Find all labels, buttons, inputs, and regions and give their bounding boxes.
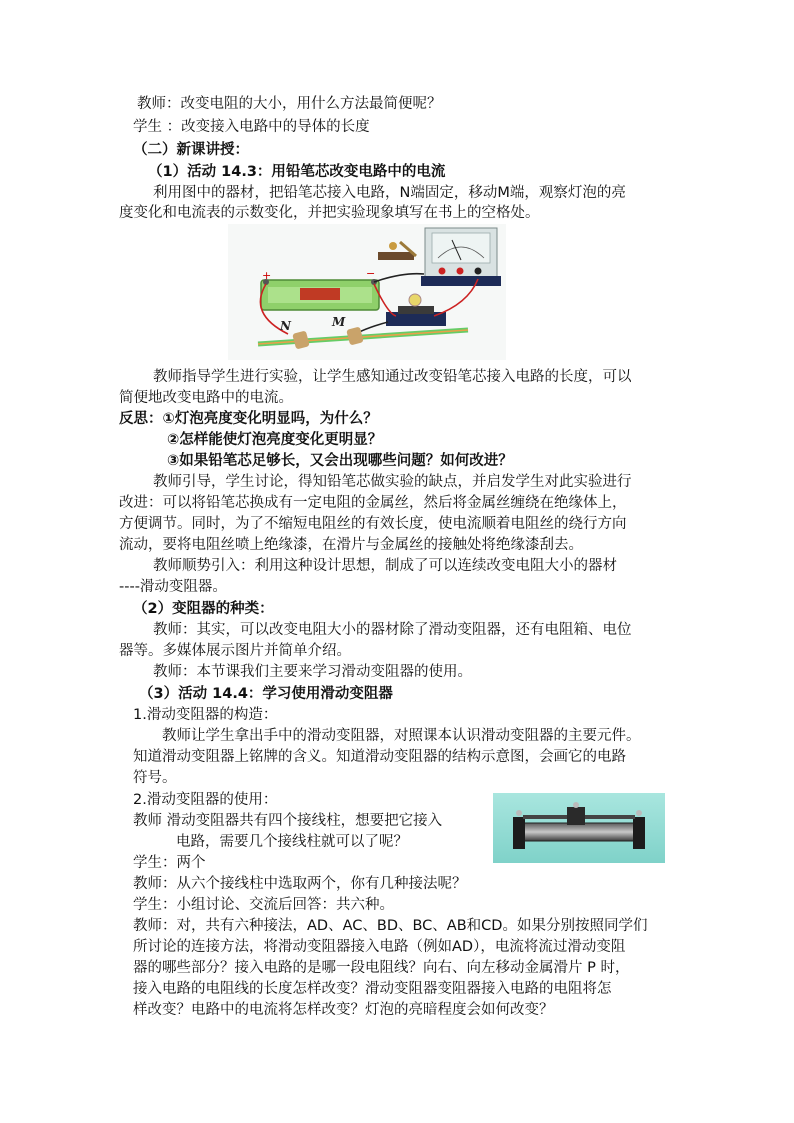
battery-plus: + bbox=[262, 269, 272, 282]
text-line: 学生：小组讨论、交流后回答：共六种。 bbox=[133, 897, 394, 913]
text-line: 所讨论的连接方法，将滑动变阻器接入电路（例如AD），电流将流过滑动变阻 bbox=[133, 939, 626, 955]
text-line: 1.滑动变阻器的构造： bbox=[133, 707, 278, 723]
text-line: 方便调节。同时，为了不缩短电阻丝的有效长度，使电流顺着电阻丝的绕行方向 bbox=[119, 516, 627, 532]
text-line: 电路，需要几个接线柱就可以了呢？ bbox=[176, 834, 408, 850]
text-line: 2.滑动变阻器的使用： bbox=[133, 792, 278, 808]
circuit-experiment-image bbox=[228, 224, 506, 360]
text-line: 教师让学生拿出手中的滑动变阻器，对照课本认识滑动变阻器的主要元件。 bbox=[162, 728, 641, 744]
text-line: 改进：可以将铅笔芯换成有一定电阻的金属丝，然后将金属丝缠绕在绝缘体上， bbox=[119, 495, 627, 511]
text-line: 教师顺势引入：利用这种设计思想，制成了可以连续改变电阻大小的器材 bbox=[153, 558, 617, 574]
text-line: 教师指导学生进行实验，让学生感知通过改变铅笔芯接入电路的长度，可以 bbox=[153, 369, 632, 385]
text-line: 度变化和电流表的示数变化，并把实验现象填写在书上的空格处。 bbox=[119, 205, 540, 221]
text-line: 接入电路的电阻线的长度怎样改变？滑动变阻器变阻器接入电路的电阻将怎 bbox=[133, 981, 612, 997]
text-line: 教师：其实，可以改变电阻大小的器材除了滑动变阻器，还有电阻箱、电位 bbox=[153, 622, 632, 638]
section-heading: （2）变阻器的种类： bbox=[133, 601, 274, 617]
text-line: 教师 滑动变阻器共有四个接线柱，想要把它接入 bbox=[133, 813, 443, 829]
text-line: 学生：两个 bbox=[133, 855, 206, 871]
reflection-question: ②怎样能使灯泡亮度变化更明显？ bbox=[167, 432, 383, 448]
text-line: ----滑动变阻器。 bbox=[119, 579, 227, 595]
activity-heading: （3）活动 14.4：学习使用滑动变阻器 bbox=[139, 686, 393, 702]
label-m: M bbox=[332, 315, 346, 329]
text-line: 教师：改变电阻的大小，用什么方法最简便呢？ bbox=[137, 96, 442, 112]
reflection-question: 反思：①灯泡亮度变化明显吗，为什么？ bbox=[119, 411, 378, 427]
text-line: 学生 ：改变接入电路中的导体的长度 bbox=[133, 119, 370, 135]
reflection-question: ③如果铅笔芯足够长，又会出现哪些问题？如何改进？ bbox=[167, 453, 513, 469]
sliding-rheostat-image bbox=[493, 793, 665, 863]
battery-minus: − bbox=[366, 267, 376, 280]
text-line: 符号。 bbox=[133, 770, 177, 786]
text-line: 教师：对，共有六种接法，AD、AC、BD、BC、AB和CD。如果分别按照同学们 bbox=[133, 918, 648, 934]
text-line: 教师：本节课我们主要来学习滑动变阻器的使用。 bbox=[153, 664, 472, 680]
text-line: 流动，要将电阻丝喷上绝缘漆，在滑片与金属丝的接触处将绝缘漆刮去。 bbox=[119, 537, 583, 553]
text-line: 教师引导，学生讨论，得知铅笔芯做实验的缺点，并启发学生对此实验进行 bbox=[153, 474, 632, 490]
text-line: 样改变？电路中的电流将怎样改变？灯泡的亮暗程度会如何改变？ bbox=[133, 1002, 554, 1018]
text-line: 器的哪些部分？接入电路的是哪一段电阻线？向右、向左移动金属滑片 P 时， bbox=[133, 960, 630, 976]
section-heading: （二）新课讲授： bbox=[133, 142, 249, 158]
text-line: 器等。多媒体展示图片并简单介绍。 bbox=[119, 643, 351, 659]
label-n: N bbox=[280, 319, 291, 333]
activity-heading: （1）活动 14.3：用铅笔芯改变电路中的电流 bbox=[148, 164, 446, 180]
text-line: 简便地改变电路中的电流。 bbox=[119, 390, 293, 406]
text-line: 利用图中的器材，把铅笔芯接入电路，N端固定，移动M端，观察灯泡的亮 bbox=[153, 185, 626, 201]
text-line: 教师：从六个接线柱中选取两个，你有几种接法呢？ bbox=[133, 876, 467, 892]
text-line: 知道滑动变阻器上铭牌的含义。知道滑动变阻器的结构示意图，会画它的电路 bbox=[133, 749, 626, 765]
